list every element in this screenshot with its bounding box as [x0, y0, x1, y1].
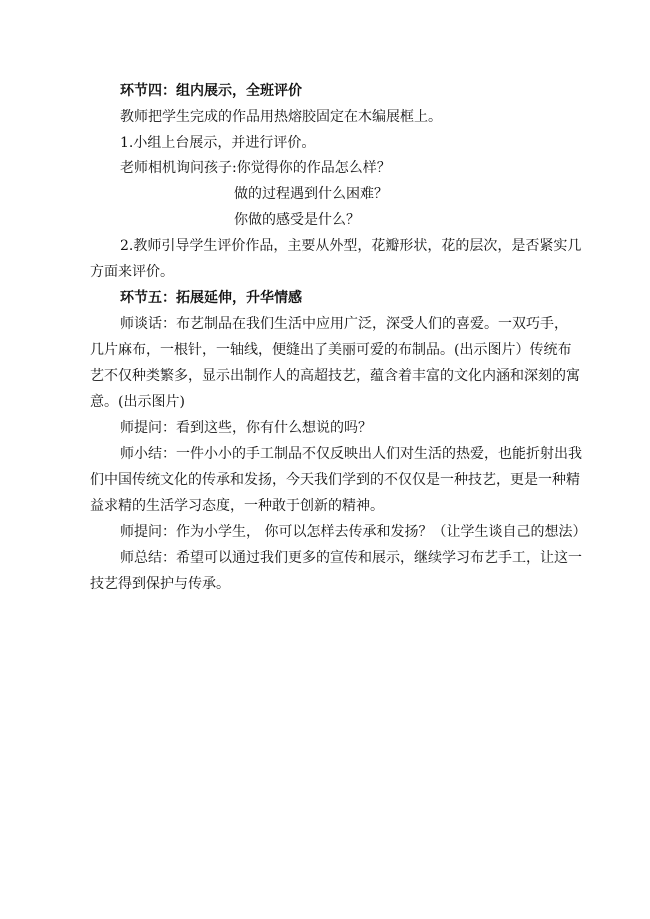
teacher-question-line-3: 你做的感受是什么？ [234, 212, 360, 228]
section-4-intro: 教师把学生完成的作品用热熔胶固定在木编展框上。 [120, 109, 442, 125]
teacher-summary-line-1: 师小结：一件小小的手工制品不仅反映出人们对生活的热爱，也能折射出我 [120, 446, 582, 462]
teacher-question-line-1: 老师相机询问孩子:你觉得你的作品怎么样？ [120, 160, 391, 176]
section-5-heading: 环节五：拓展延伸，升华情感 [120, 290, 302, 306]
section-4-heading: 环节四：组内展示，全班评价 [120, 83, 302, 99]
section-4-item-2-line-1: 2.教师引导学生评价作品，主要从外型，花瓣形状，花的层次，是否紧实几 [120, 238, 582, 254]
teacher-conclusion-line-1: 师总结：希望可以通过我们更多的宣传和展示，继续学习布艺手工，让这一 [120, 550, 582, 566]
section-4-item-1: 1.小组上台展示，并进行评价。 [120, 135, 316, 151]
teacher-conclusion-line-2: 技艺得到保护与传承。 [90, 576, 230, 592]
section-4-item-2-line-2: 方面来评价。 [90, 264, 174, 280]
teacher-question-2: 师提问：作为小学生， 你可以怎样去传承和发扬？（让学生谈自己的想法） [120, 524, 587, 540]
teacher-question-line-2: 做的过程遇到什么困难？ [234, 186, 388, 202]
teacher-talk-line-4: 意。(出示图片) [90, 394, 185, 410]
teacher-summary-line-3: 益求精的生活学习态度，一种敢于创新的精神。 [90, 498, 384, 514]
teacher-talk-line-3: 艺不仅种类繁多，显示出制作人的高超技艺，蕴含着丰富的文化内涵和深刻的寓 [90, 368, 580, 384]
teacher-summary-line-2: 们中国传统文化的传承和发扬，今天我们学到的不仅仅是一种技艺，更是一种精 [90, 472, 580, 488]
teacher-question-1: 师提问：看到这些，你有什么想说的吗？ [120, 420, 372, 436]
teacher-talk-line-2: 几片麻布，一根针，一轴线，便缝出了美丽可爱的布制品。(出示图片）传统布 [90, 342, 572, 358]
teacher-talk-line-1: 师谈话：布艺制品在我们生活中应用广泛，深受人们的喜爱。一双巧手， [120, 316, 568, 332]
